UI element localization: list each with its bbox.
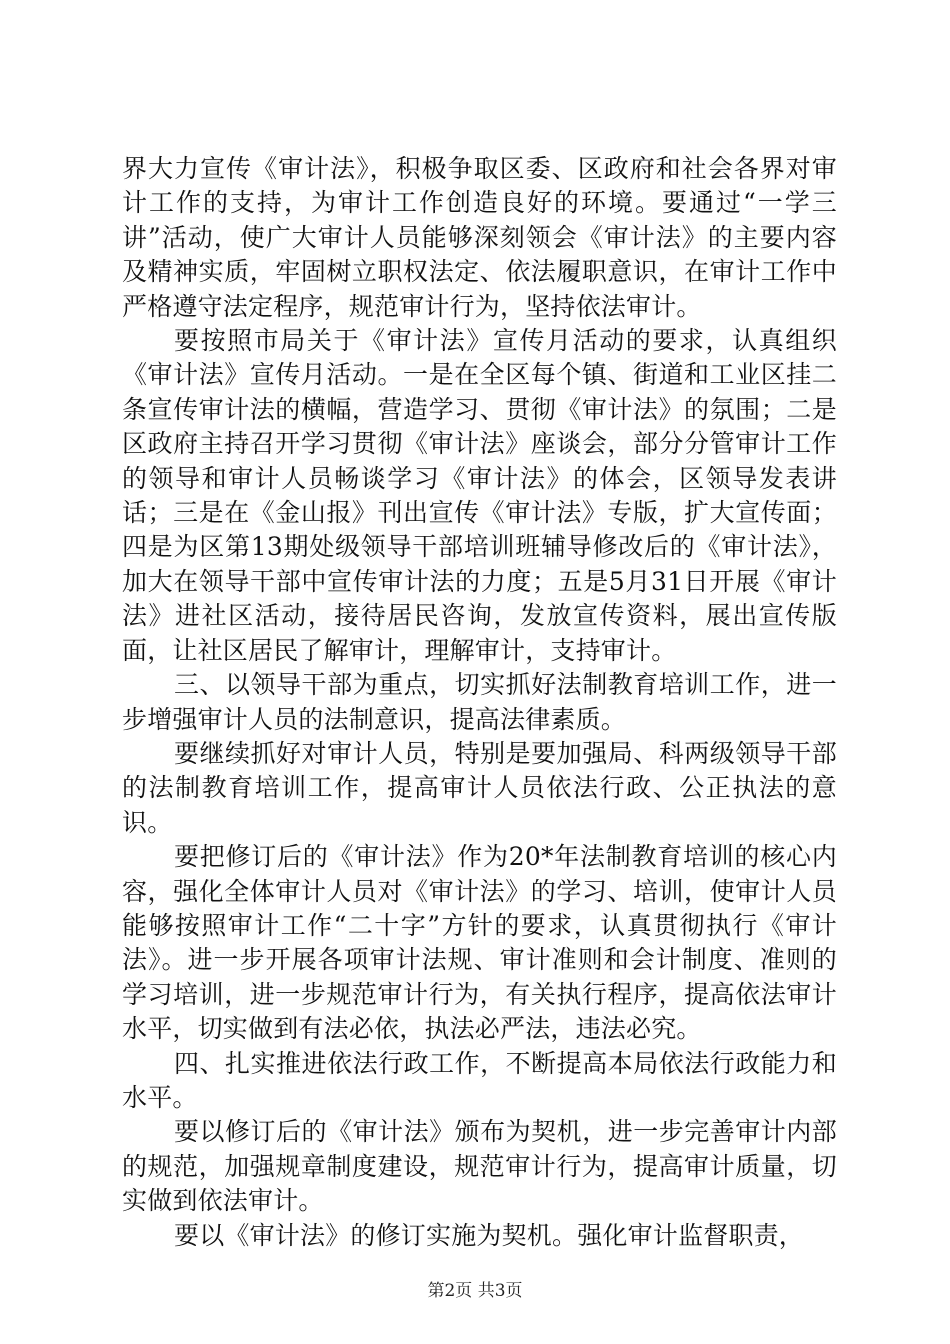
paragraph-7: 要以修订后的《审计法》颁布为契机，进一步完善审计内部的规范，加强规章制度建设，规范审计行为，提高审计质量，切实做到依法审计。 (122, 1117, 837, 1216)
paragraph-2: 要按照市局关于《审计法》宣传月活动的要求，认真组织《审计法》宣传月活动。一是在全区每个镇、街道和工业区挂二条宣传审计法的横幅，营造学习、贯彻《审计法》的氛围；二是区政府主持召开学习贯彻《审计法》座谈会，部分分管审计工作的领导和审计人员畅谈学习《审计法》的体会，区领导发表讲话；三是在《金山报》刊出宣传《审计法》专版，扩大宣传面；四是为区第13期处级领导干部培训班辅导修改后的《审计法》，加大在领导干部中宣传审计法的力度；五是5月31日开展《审计法》进社区活动，接待居民咨询，发放宣传资料，展出宣传版面，让社区居民了解审计，理解审计，支持审计。 (122, 326, 837, 665)
document-body (122, 152, 837, 1253)
section-heading-3: 三、以领导干部为重点，切实抓好法制教育培训工作，进一步增强审计人员的法制意识，提高法律素质。 (122, 670, 837, 734)
paragraph-4: 要继续抓好对审计人员，特别是要加强局、科两级领导干部的法制教育培训工作，提高审计人员依法行政、公正执法的意识。 (122, 738, 837, 837)
paragraph-5: 要把修订后的《审计法》作为20*年法制教育培训的核心内容，强化全体审计人员对《审计法》的学习、培训，使审计人员能够按照审计工作“二十字”方针的要求，认真贯彻执行《审计法》。进一步开展各项审计法规、审计准则和会计制度、准则的学习培训，进一步规范审计行为，有关执行程序，提高依法审计水平，切实做到有法必依，执法必严法，违法必究。 (122, 842, 837, 1044)
paragraph-1: 界大力宣传《审计法》，积极争取区委、区政府和社会各界对审计工作的支持，为审计工作创造良好的环境。要通过“一学三讲”活动，使广大审计人员能够深刻领会《审计法》的主要内容及精神实质，牢固树立职权法定、依法履职意识，在审计工作中严格遵守法定程序，规范审计行为，坚持依法审计。 (122, 154, 837, 321)
section-heading-4: 四、扎实推进依法行政工作，不断提高本局依法行政能力和水平。 (122, 1048, 837, 1112)
paragraph-8: 要以《审计法》的修订实施为契机。强化审计监督职责， (174, 1220, 805, 1250)
page-number-footer: 第2页 共3页 (427, 1281, 523, 1301)
